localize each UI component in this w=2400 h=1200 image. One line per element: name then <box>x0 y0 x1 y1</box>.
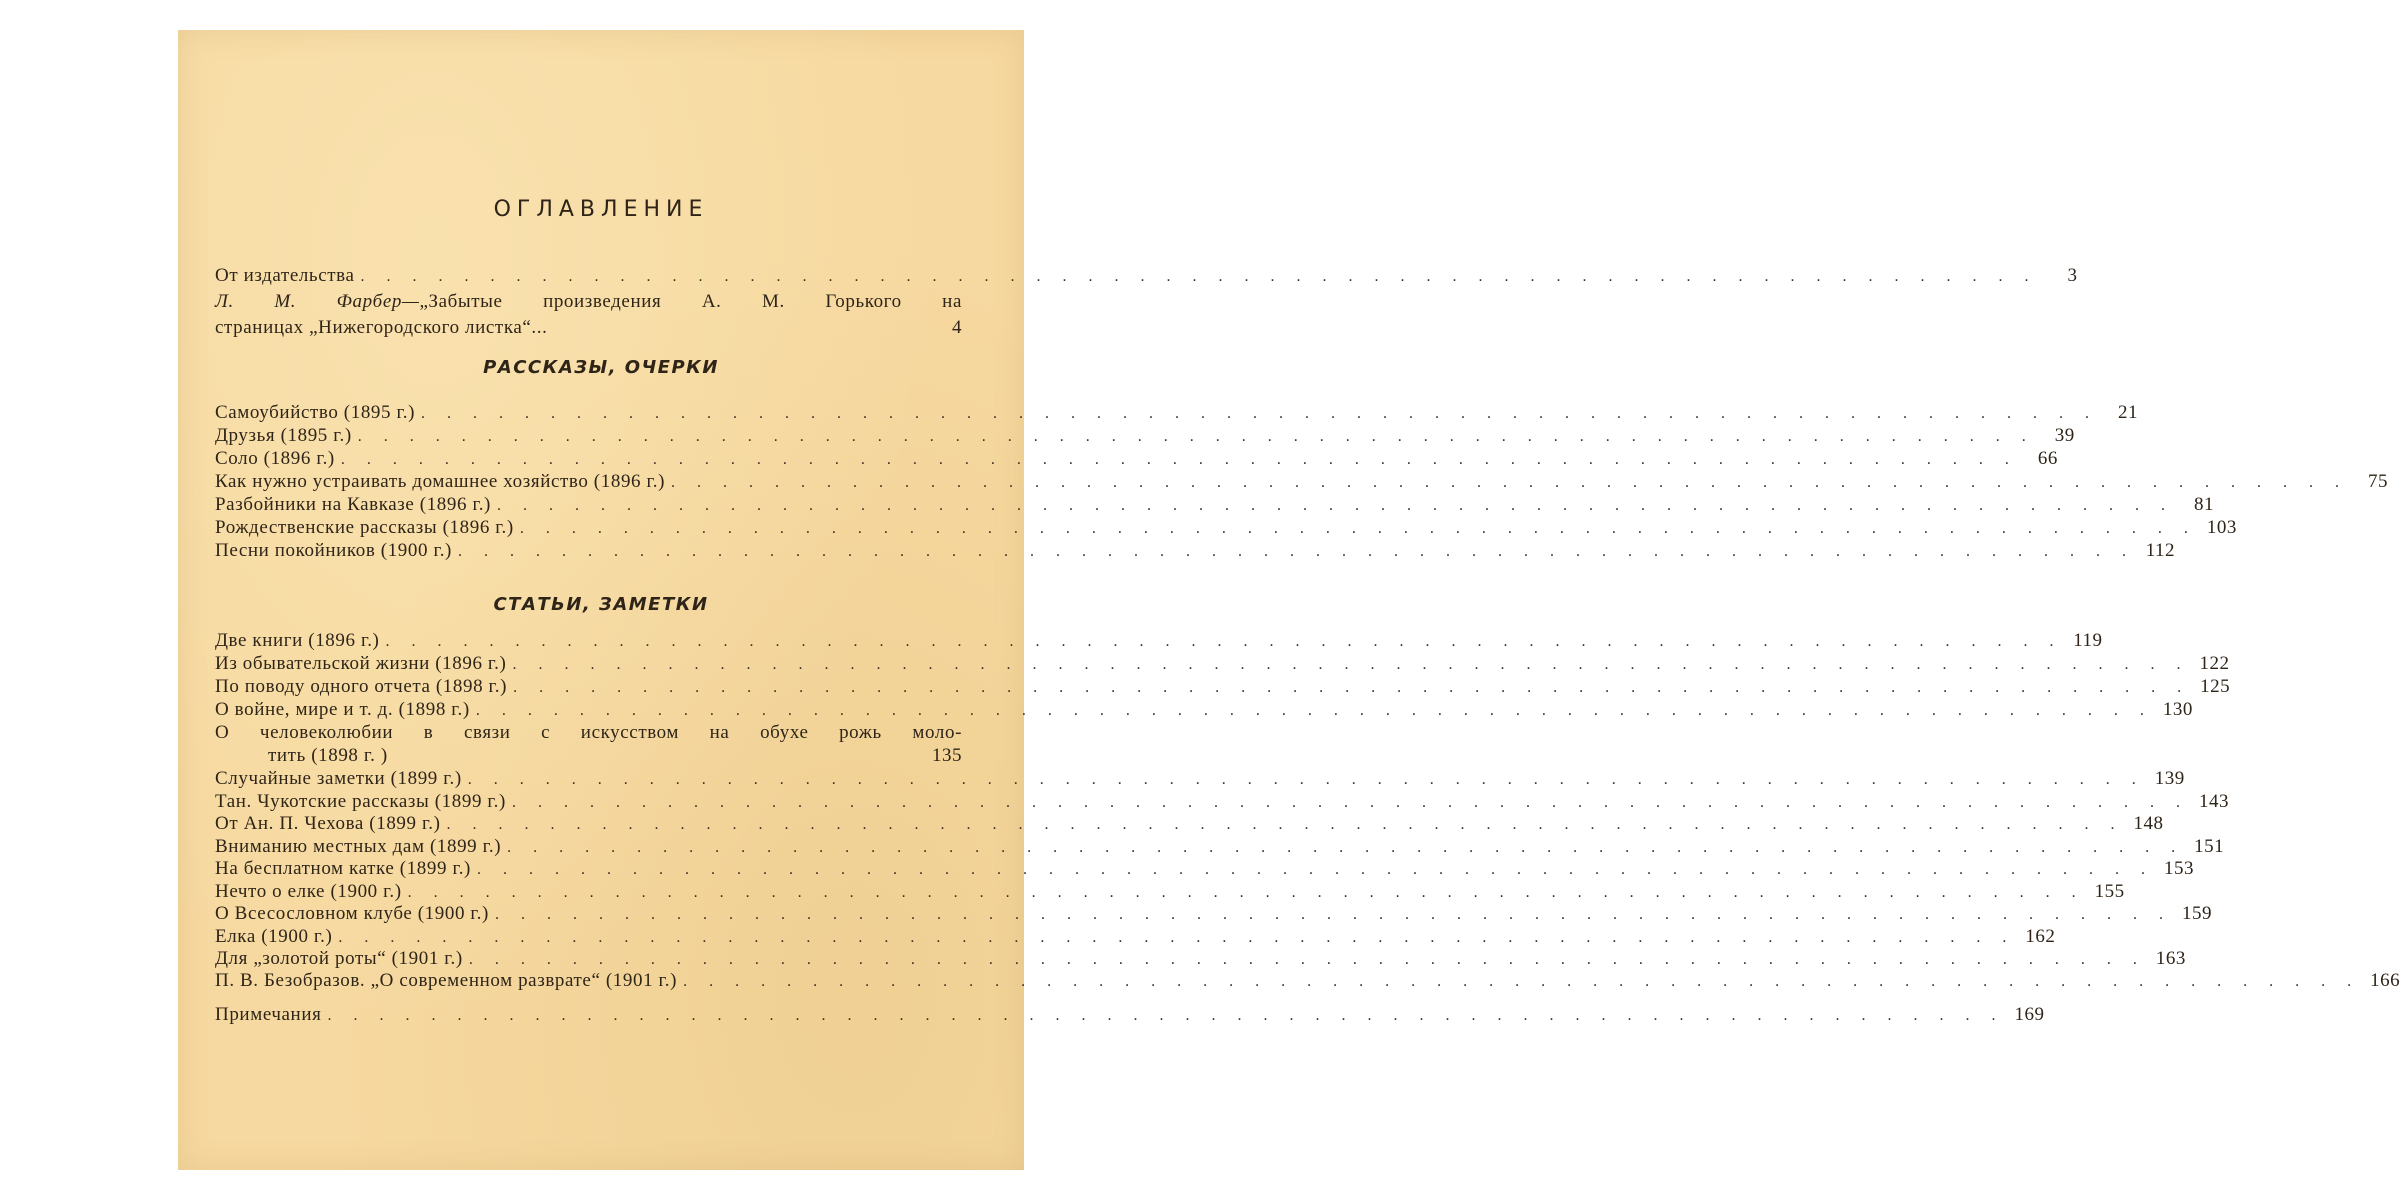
entry-page: 39 <box>2054 425 2075 446</box>
entry-title: Нечто о елке (1900 г.) <box>215 881 402 902</box>
entry-title: Вниманию местных дам (1899 г.) <box>215 836 502 857</box>
entry-page: 66 <box>2037 448 2058 469</box>
leader-dots: . . . . . . . . . . . . . . . . . . . . . . . . . . . . . . . . . . . . . . . . . . . . . . . . . . . . . . . . . . . . . . . . . <box>327 1007 2005 1024</box>
leader-dots: . . . . . . . . . . . . . . . . . . . . . . . . . . . . . . . . . . . . . . . . . . . . . . . . . . . . . . . . . . . . . . . . . <box>475 702 2153 719</box>
leader-dots: . . . . . . . . . . . . . . . . . . . . . . . . . . . . . . . . . . . . . . . . . . . . . . . . . . . . . . . . . . . . . . . . . <box>496 497 2174 514</box>
leader-dots: . . . . . . . . . . . . . . . . . . . . . . . . . . . . . . . . . . . . . . . . . . . . . . . . . . . . . . . . . . . . . . . . . <box>512 656 2190 673</box>
toc-entry <box>215 970 2400 992</box>
contents-title: ОГЛАВЛЕНИЕ <box>493 197 709 222</box>
section-heading-stories: РАССКАЗЫ, ОЧЕРКИ <box>483 357 719 378</box>
toc-entry <box>215 926 2056 948</box>
leader-dots: . . . . . . . . . . . . . . . . . . . . . . . . . . . . . . . . . . . . . . . . . . . . . . . . . . . . . . . . . . . . . . . . . <box>467 771 2145 788</box>
entry-page: 130 <box>2162 699 2193 720</box>
entry-title: П. В. Безобразов. „О современном разврате“ (1901 г.) <box>215 970 678 991</box>
entry-title: Случайные заметки (1899 г.) <box>215 768 462 789</box>
entry-title: О Всесословном клубе (1900 г.) <box>215 903 489 924</box>
toc-entry <box>215 791 2229 813</box>
toc-entry <box>215 836 2225 858</box>
leader-dots: . . . . . . . . . . . . . . . . . . . . . . . . . . . . . . . . . . . . . . . . . . . . . . . . . . . . . . . . . . . . . . . . . <box>671 474 2349 491</box>
entry-page: 169 <box>2014 1004 2045 1025</box>
toc-entry <box>215 948 2186 970</box>
entry-page: 166 <box>2370 970 2400 991</box>
toc-entry <box>215 517 2237 539</box>
toc-entry <box>215 881 2125 903</box>
entry-page: 112 <box>2145 540 2175 561</box>
toc-entry-farber-line1 <box>215 291 962 313</box>
entry-title: Песни покойников (1900 г.) <box>215 540 452 561</box>
toc-entry <box>215 676 2231 698</box>
leader-dots: . . . . . . . . . . . . . . . . . . . . . . . . . . . . . . . . . . . . . . . . . . . . . . . . . . . . . . . . . . . . . . . . . <box>513 679 2191 696</box>
entry-title: Из обывательской жизни (1896 г.) <box>215 653 507 674</box>
toc-entry-publisher <box>215 265 2078 287</box>
leader-dots: . . . . . . . . . . . . . . . . . . . . . . . . . . . . . . . . . . . . . . . . . . . . . . . . . . . . . . . . . . . . . . . . . <box>407 884 2085 901</box>
toc-entry <box>215 425 2075 447</box>
leader-dots: . . . . . . . . . . . . . . . . . . . . . . . . . . . . . . . . . . . . . . . . . . . . . . . . . . . . . . . . . . . . . . . . . <box>446 816 2124 833</box>
toc-entry <box>215 813 2164 835</box>
leader-dots: . . . . . . . . . . . . . . . . . . . . . . . . . . . . . . . . . . . . . . . . . . . . . . . . . . . . . . . . . . . . . . . . . <box>468 951 2146 968</box>
entry-title-continued: тить (1898 г. ) <box>268 745 388 766</box>
entry-page: 122 <box>2199 653 2230 674</box>
entry-page: 163 <box>2155 948 2186 969</box>
entry-page: 75 <box>2368 471 2389 492</box>
leader-dots: . . . . . . . . . . . . . . . . . . . . . . . . . . . . . . . . . . . . . . . . . . . . . . . . . . . . . . . . . . . . . . . . . <box>360 268 2038 285</box>
entry-title: Друзья (1895 г.) <box>215 425 352 446</box>
entry-title: Самоубийство (1895 г.) <box>215 402 415 423</box>
toc-entry-long-line1 <box>215 722 962 744</box>
entry-title: Тан. Чукотские рассказы (1899 г.) <box>215 791 506 812</box>
toc-entry <box>215 448 2058 470</box>
leader-dots: . . . . . . . . . . . . . . . . . . . . . . . . . . . . . . . . . . . . . . . . . . . . . . . . . . . . . . . . . . . . . . . . . <box>457 543 2135 560</box>
entry-page: 155 <box>2094 881 2125 902</box>
entry-title: Для „золотой роты“ (1901 г.) <box>215 948 463 969</box>
entry-page: 135 <box>932 745 962 766</box>
entry-title: „Забытые произведения А. М. Горького на <box>419 291 962 312</box>
entry-page: 151 <box>2194 836 2225 857</box>
leader-dots: . . . . . . . . . . . . . . . . . . . . . . . . . . . . . . . . . . . . . . . . . . . . . . . . . . . . . . . . . . . . . . . . . <box>421 405 2098 422</box>
entry-title: Как нужно устраивать домашнее хозяйство (1896 г.) <box>215 471 666 492</box>
leader-dots: . . . . . . . . . . . . . . . . . . . . . . . . . . . . . . . . . . . . . . . . . . . . . . . . . . . . . . . . . . . . . . . . . <box>507 839 2185 856</box>
leader-dots: . . . . . . . . . . . . . . . . . . . . . . . . . . . . . . . . . . . . . . . . . . . . . . . . . . . . . . . . . . . . . . . . . <box>357 428 2035 445</box>
leader-dots: . . . . . . . . . . . . . . . . . . . . . . . . . . . . . . . . . . . . . . . . . . . . . . . . . . . . . . . . . . . . . . . . . <box>476 861 2154 878</box>
entry-page: 159 <box>2181 903 2212 924</box>
toc-entry <box>215 903 2212 925</box>
entry-page: 143 <box>2198 791 2229 812</box>
toc-entry <box>215 858 2194 880</box>
leader-dots: . . . . . . . . . . . . . . . . . . . . . . . . . . . . . . . . . . . . . . . . . . . . . . . . . . . . . . . . . . . . . . . . . <box>338 929 2016 946</box>
entry-title: По поводу одного отчета (1898 г.) <box>215 676 508 697</box>
entry-title: Елка (1900 г.) <box>215 926 333 947</box>
entry-page: 153 <box>2163 858 2194 879</box>
entry-title: Разбойники на Кавказе (1896 г.) <box>215 494 491 515</box>
entry-title: Соло (1896 г.) <box>215 448 335 469</box>
entry-page: 148 <box>2133 813 2164 834</box>
entry-title: От издательства <box>215 265 355 286</box>
section-heading-articles: СТАТЬИ, ЗАМЕТКИ <box>493 594 709 615</box>
entry-title: Две книги (1896 г.) <box>215 630 380 651</box>
leader-dots: . . . . . . . . . . . . . . . . . . . . . . . . . . . . . . . . . . . . . . . . . . . . . . . . . . . . . . . . . . . . . . . . . <box>494 906 2172 923</box>
toc-entry-notes <box>215 1004 2045 1026</box>
entry-page: 3 <box>2067 265 2078 286</box>
entry-title: На бесплатном катке (1899 г.) <box>215 858 471 879</box>
leader-dots: . . . . . . . . . . . . . . . . . . . . . . . . . . . . . . . . . . . . . . . . . . . . . . . . . . . . . . . . . . . . . . . . . <box>385 633 2063 650</box>
entry-title: Рождественские рассказы (1896 г.) <box>215 517 514 538</box>
leader-dots: . . . . . . . . . . . . . . . . . . . . . . . . . . . . . . . . . . . . . . . . . . . . . . . . . . . . . . . . . . . . . . . . . <box>511 794 2189 811</box>
leader-dots: . . . . . . . . . . . . . . . . . . . . . . . . . . . . . . . . . . . . . . . . . . . . . . . . . . . . . . . . . . . . . . . . . <box>683 973 2361 990</box>
entry-page: 125 <box>2200 676 2231 697</box>
leader-dots: . . . . . . . . . . . . . . . . . . . . . . . . . . . . . . . . . . . . . . . . . . . . . . . . . . . . . . . . . . . . . . . . . <box>340 451 2018 468</box>
entry-title: О войне, мире и т. д. (1898 г.) <box>215 699 470 720</box>
entry-page: 162 <box>2025 926 2056 947</box>
entry-page: 4 <box>952 317 962 338</box>
entry-title: Примечания <box>215 1004 322 1025</box>
entry-title: От Ан. П. Чехова (1899 г.) <box>215 813 441 834</box>
entry-author: Л. М. Фарбер— <box>215 291 420 312</box>
entry-page: 21 <box>2118 402 2138 423</box>
entry-title: О человеколюбии в связи с искусством на обухе рожь моло- <box>215 722 962 743</box>
toc-entry <box>215 494 2214 516</box>
entry-page: 103 <box>2206 517 2237 538</box>
toc-entry <box>215 653 2230 675</box>
toc-entry <box>215 630 2103 652</box>
book-page <box>178 30 2400 1170</box>
entry-page: 139 <box>2154 768 2185 789</box>
toc-entry-farber-line2 <box>215 317 962 339</box>
entry-title-continued: страницах „Нижегородского листка“... <box>215 317 548 338</box>
toc-entry-long-line2 <box>268 745 962 767</box>
leader-dots: . . . . . . . . . . . . . . . . . . . . . . . . . . . . . . . . . . . . . . . . . . . . . . . . . . . . . . . . . . . . . . . . . <box>519 520 2197 537</box>
toc-entry <box>215 471 2389 493</box>
toc-entry <box>215 768 2185 790</box>
toc-entry <box>215 699 2193 721</box>
toc-entry <box>215 402 2138 424</box>
entry-page: 119 <box>2073 630 2103 651</box>
entry-page: 81 <box>2193 494 2214 515</box>
toc-entry <box>215 540 2175 562</box>
